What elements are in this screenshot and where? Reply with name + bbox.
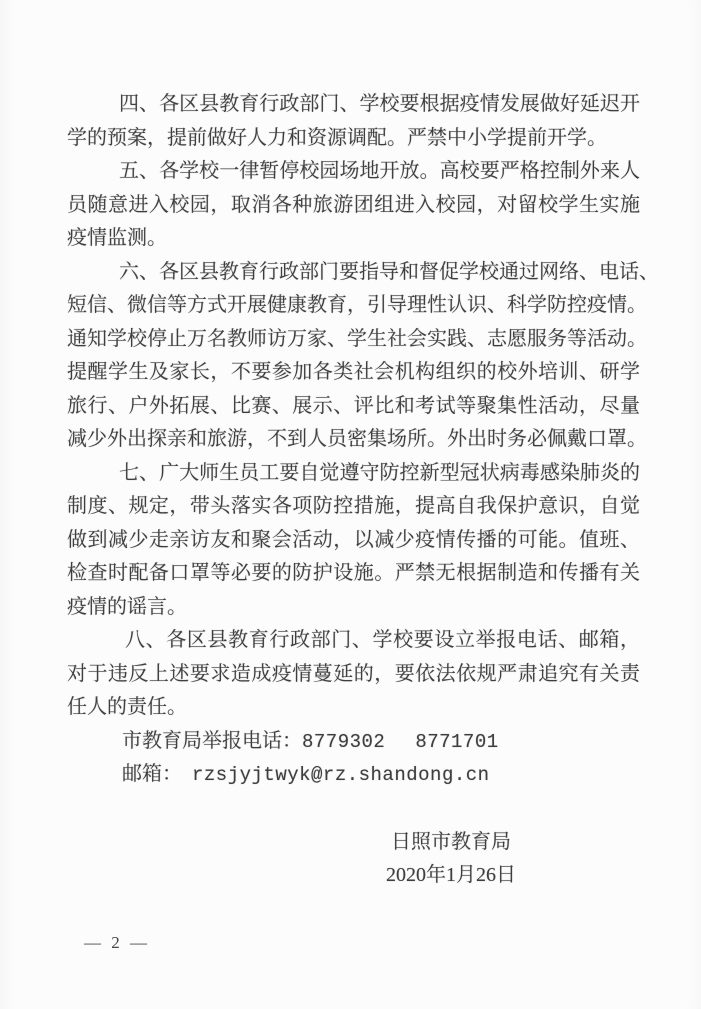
page-number: — 2 — <box>84 933 148 952</box>
document-line: 员随意进入校园，取消各种旅游团组进入校园，对留校学生实施 <box>67 193 640 216</box>
document-line: 疫情监测。 <box>67 227 167 249</box>
report-phone-number-2: 8771701 <box>415 730 499 753</box>
document-line: 五、各学校一律暂停校园场地开放。高校要严格控制外来人 <box>119 160 640 182</box>
document-line: 八、各区县教育行政部门、学校要设立举报电话、邮箱， <box>125 629 640 651</box>
report-phone-number-1: 8779302 <box>302 730 386 753</box>
document-line: 减少外出探亲和旅游，不到人员密集场所。外出时务必佩戴口罩。 <box>67 428 647 450</box>
document-line: 任人的责任。 <box>67 696 187 718</box>
document-line: 疫情的谣言。 <box>67 595 187 618</box>
document-line: 检查时配备口罩等必要的防护设施。严禁无根据制造和传播有关 <box>67 562 640 584</box>
document-line: 对于违反上述要求造成疫情蔓延的，要依法依规严肃追究有关责 <box>67 662 640 685</box>
report-email-address: rzsjyjtwyk@rz.shandong.cn <box>192 764 490 786</box>
document-line: 学的预案，提前做好人力和资源调配。严禁中小学提前开学。 <box>67 126 607 149</box>
document-line: 四、各区县教育行政部门、学校要根据疫情发展做好延迟开 <box>119 93 640 115</box>
document-line: 短信、微信等方式开展健康教育，引导理性认识、科学防控疫情。 <box>67 294 647 316</box>
signature-block <box>375 826 527 892</box>
document-line: 通知学校停止万名教师访万家、学生社会实践、志愿服务等活动。 <box>67 327 647 350</box>
document-line: 六、各区县教育行政部门要指导和督促学校通过网络、电话、 <box>119 260 659 283</box>
report-email-label: 邮箱： <box>122 763 182 785</box>
document-body <box>67 88 659 792</box>
report-phone-line <box>67 725 640 759</box>
document-line: 制度、规定，带头落实各项防控措施，提高自我保护意识，自觉 <box>67 495 640 517</box>
report-phone-label: 市教育局举报电话： <box>122 729 302 752</box>
document-line: 旅行、户外拓展、比赛、展示、评比和考试等聚集性活动，尽量 <box>67 394 640 417</box>
document-line: 做到减少走亲访友和聚会活动，以减少疫情传播的可能。值班、 <box>67 528 640 551</box>
signature-organization: 日照市教育局 <box>391 831 511 853</box>
report-email-line <box>67 758 640 792</box>
document-line: 提醒学生及家长，不要参加各类社会机构组织的校外培训、研学 <box>67 361 640 383</box>
document-line: 七、广大师生员工要自觉遵守防控新型冠状病毒感染肺炎的 <box>119 461 640 484</box>
document-paragraph-lines <box>67 88 659 725</box>
signature-date: 2020年1月26日 <box>386 864 516 886</box>
